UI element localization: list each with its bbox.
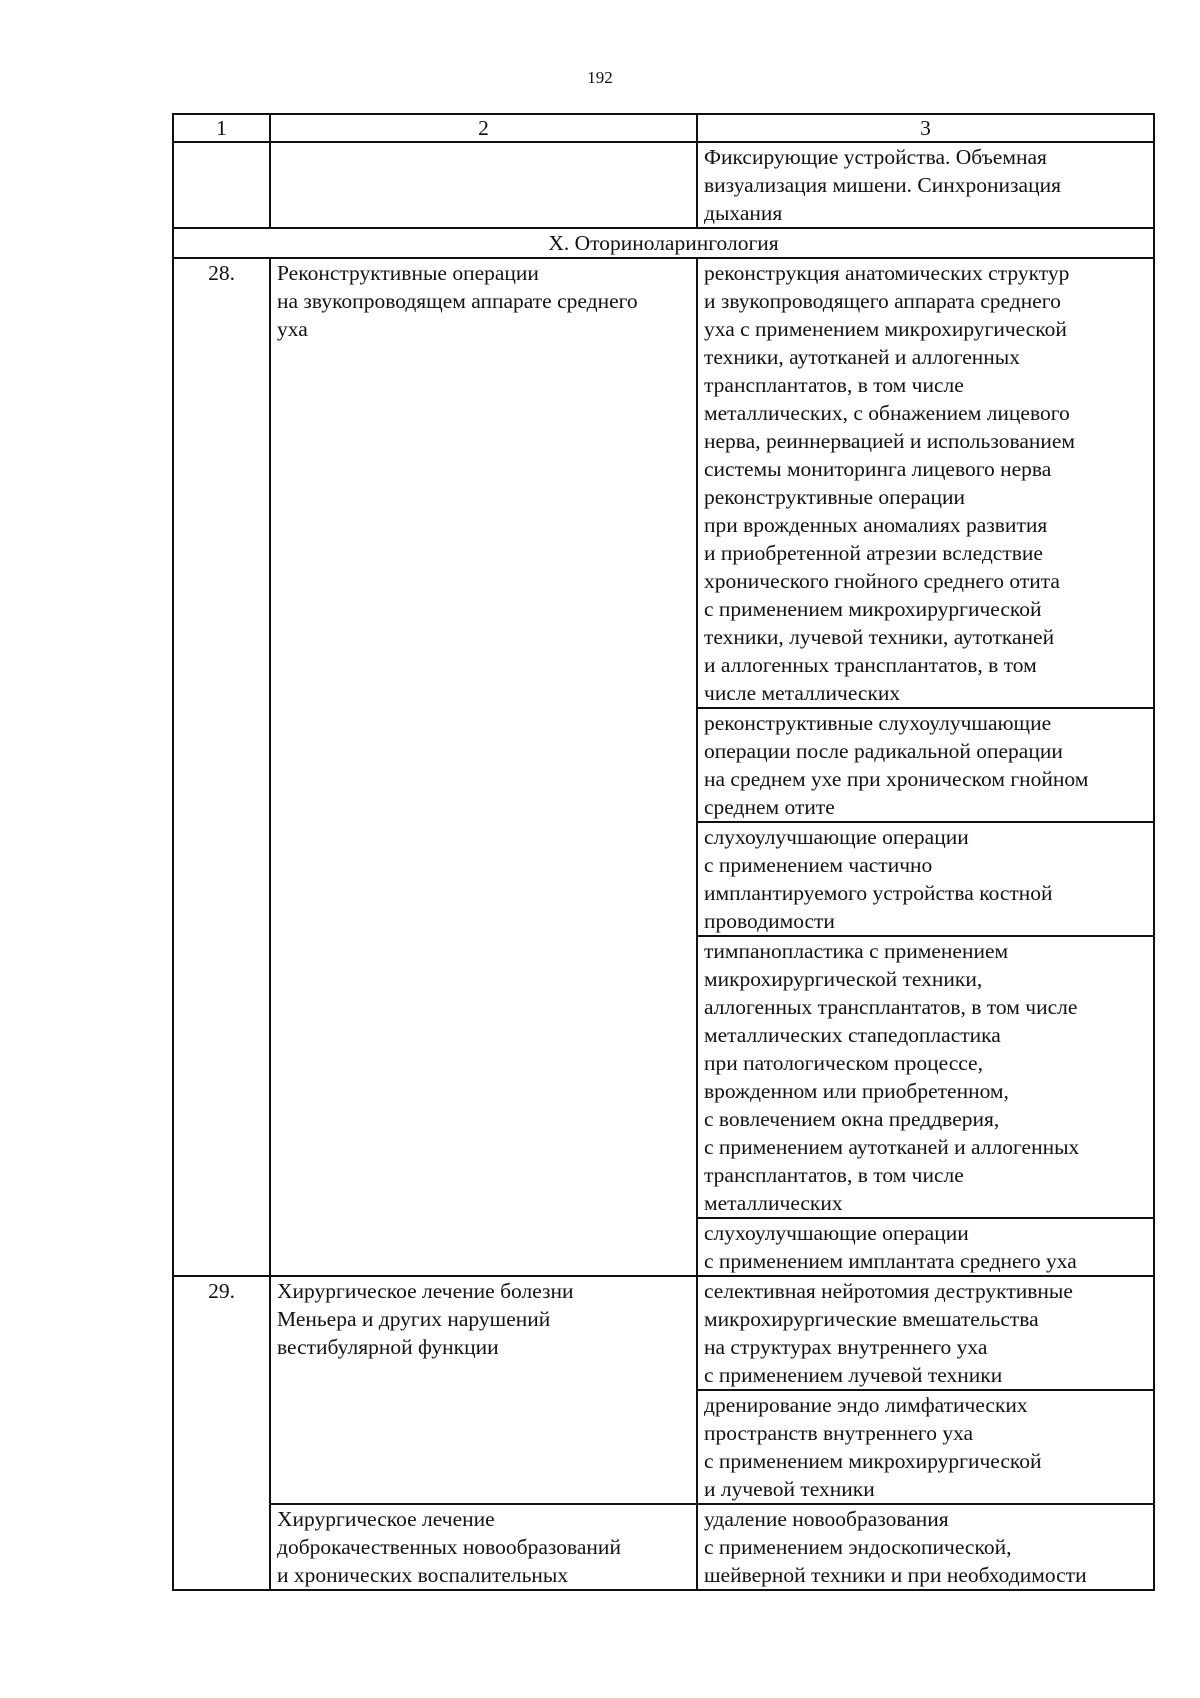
item-name-cell xyxy=(270,1504,697,1590)
header-col-1: 1 xyxy=(173,114,270,142)
header-col-3: 3 xyxy=(697,114,1154,142)
item-name-cell xyxy=(270,1276,697,1504)
method-text: реконструктивные слухоулучшающие операции после радикальной операции на среднем ухе при хроническом гнойном среднем отите xyxy=(704,711,1089,819)
continuation-method-text: Фиксирующие устройства. Объемная визуализация мишени. Синхронизация дыхания xyxy=(704,145,1061,225)
item-name: Реконструктивные операции на звукопроводящем аппарате среднего уха xyxy=(277,261,638,341)
item-name: Хирургическое лечение доброкачественных новообразований и хронических воспалительных xyxy=(277,1507,621,1587)
method-text: дренирование эндо лимфатических пространств внутреннего уха с применением микрохирургической и лучевой техники xyxy=(704,1393,1042,1501)
method-cell xyxy=(697,708,1154,822)
method-text: слухоулучшающие операции с применением частично имплантируемого устройства костной проводимости xyxy=(704,825,1053,933)
item-name-cell xyxy=(270,258,697,1276)
method-cell xyxy=(697,1504,1154,1590)
table-header-row xyxy=(173,114,1154,142)
header-col-2: 2 xyxy=(270,114,697,142)
table-row xyxy=(173,1276,1154,1390)
page-number: 192 xyxy=(587,68,613,87)
method-cell xyxy=(697,1218,1154,1276)
method-text: слухоулучшающие операции с применением имплантата среднего уха xyxy=(704,1221,1077,1273)
table-row xyxy=(173,142,1154,228)
table-row xyxy=(173,258,1154,708)
section-title: X. Оториноларингология xyxy=(173,228,1154,258)
table-cell-empty xyxy=(173,142,270,228)
method-cell xyxy=(697,1390,1154,1504)
method-text: селективная нейротомия деструктивные микрохирургические вмешательства на структурах внутреннего уха с применением лучевой техники xyxy=(704,1279,1073,1387)
table-row xyxy=(173,1504,1154,1590)
method-text: реконструкция анатомических структур и звукопроводящего аппарата среднего уха с применением микрохиругической техники, аутотканей и аллогенных трансплантатов, в том числе металлических, с обнажением лицевого нерва, реиннервацией и использованием системы мониторинга лицевого нерва реконструктивные операции при врожденных аномалиях развития и приобретенной атрезии вследствие хронического гнойного среднего отита с применением микрохирургической техники, лучевой техники, аутотканей и аллогенных трансплантатов, в том числе металлических xyxy=(704,261,1076,705)
item-number: 29. xyxy=(173,1276,270,1590)
method-text: удаление новообразования с применением эндоскопической, шейверной техники и при необходимости xyxy=(704,1507,1087,1587)
item-name: Хирургическое лечение болезни Меньера и других нарушений вестибулярной функции xyxy=(277,1279,574,1359)
item-number: 28. xyxy=(173,258,270,1276)
method-cell xyxy=(697,822,1154,936)
method-cell xyxy=(697,1276,1154,1390)
table-cell-empty xyxy=(270,142,697,228)
continuation-method-cell xyxy=(697,142,1154,228)
method-cell xyxy=(697,936,1154,1218)
method-text: тимпанопластика с применением микрохирургической техники, аллогенных трансплантатов, в том числе металлических стапедопластика при патологическом процессе, врожденном или приобретенном, с вовлечением окна преддверия, с применением аутотканей и аллогенных трансплантатов, в том числе металлических xyxy=(704,939,1080,1215)
procedures-table xyxy=(172,113,1155,1591)
section-row xyxy=(173,228,1154,258)
method-cell xyxy=(697,258,1154,708)
